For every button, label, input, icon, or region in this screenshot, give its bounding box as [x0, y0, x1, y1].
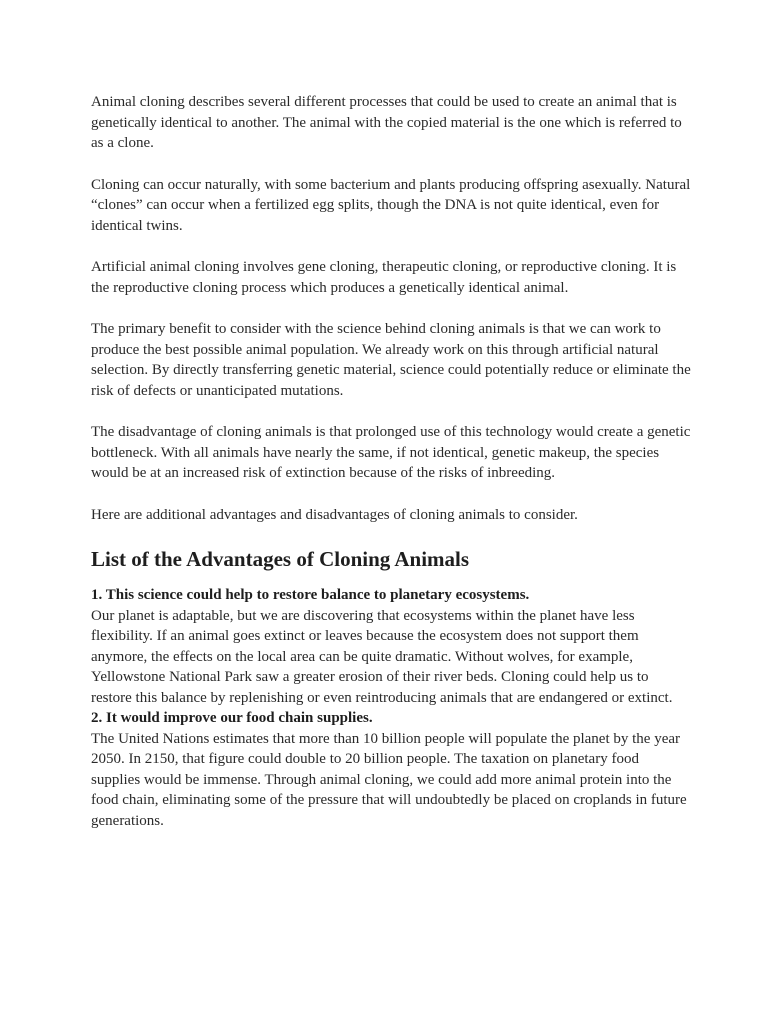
intro-paragraph-4: The primary benefit to consider with the science behind cloning animals is that we can work to produce the best possible animal population. We already work on this through artificial natural selection. By directly transferring genetic material, science could potentially reduce or eliminate the risk of defects or unanticipated mutations. — [91, 321, 691, 399]
intro-paragraph-2: Cloning can occur naturally, with some bacterium and plants producing offspring asexually. Natural “clones” can occur when a fertilized egg splits, though the DNA is not quite identical, even for identical twins. — [91, 176, 691, 234]
advantage-item-1 — [91, 585, 691, 708]
advantage-item-2 — [91, 708, 691, 831]
intro-paragraph-5: The disadvantage of cloning animals is that prolonged use of this technology would create a genetic bottleneck. With all animals have nearly the same, if not identical, genetic makeup, the species would be at an increased risk of extinction because of the risks of inbreeding. — [91, 424, 691, 481]
intro-paragraph-1: Animal cloning describes several different processes that could be used to create an animal that is genetically identical to another. The animal with the copied material is the one which is referred to as a clone. — [91, 94, 682, 151]
document-page — [91, 92, 691, 831]
advantage-title-2: 2. It would improve our food chain supplies. — [91, 710, 373, 726]
intro-paragraph-3: Artificial animal cloning involves gene cloning, therapeutic cloning, or reproductive cloning. It is the reproductive cloning process which produces a genetically identical animal. — [91, 259, 677, 296]
advantage-title-1: 1. This science could help to restore balance to planetary ecosystems. — [91, 587, 530, 603]
section-heading-advantages: List of the Advantages of Cloning Animals — [91, 547, 470, 571]
advantage-body-2: The United Nations estimates that more than 10 billion people will populate the planet by the year 2050. In 2150, that figure could double to 20 billion people. The taxation on planetary food supplies would be immense. Through animal cloning, we could add more animal protein into the food chain, eliminating some of the pressure that will undoubtedly be placed on croplands in future generations. — [91, 730, 687, 829]
intro-paragraph-6: Here are additional advantages and disadvantages of cloning animals to consider. — [91, 506, 578, 523]
advantage-body-1: Our planet is adaptable, but we are discovering that ecosystems within the planet have less flexibility. If an animal goes extinct or leaves because the ecosystem does not support them anymore, the effects on the local area can be quite dramatic. Without wolves, for example, Yellowstone National Park saw a greater erosion of their river beds. Cloning could help us to restore this balance by replenishing or even reintroducing animals that are endangered or extinct. — [91, 607, 673, 706]
